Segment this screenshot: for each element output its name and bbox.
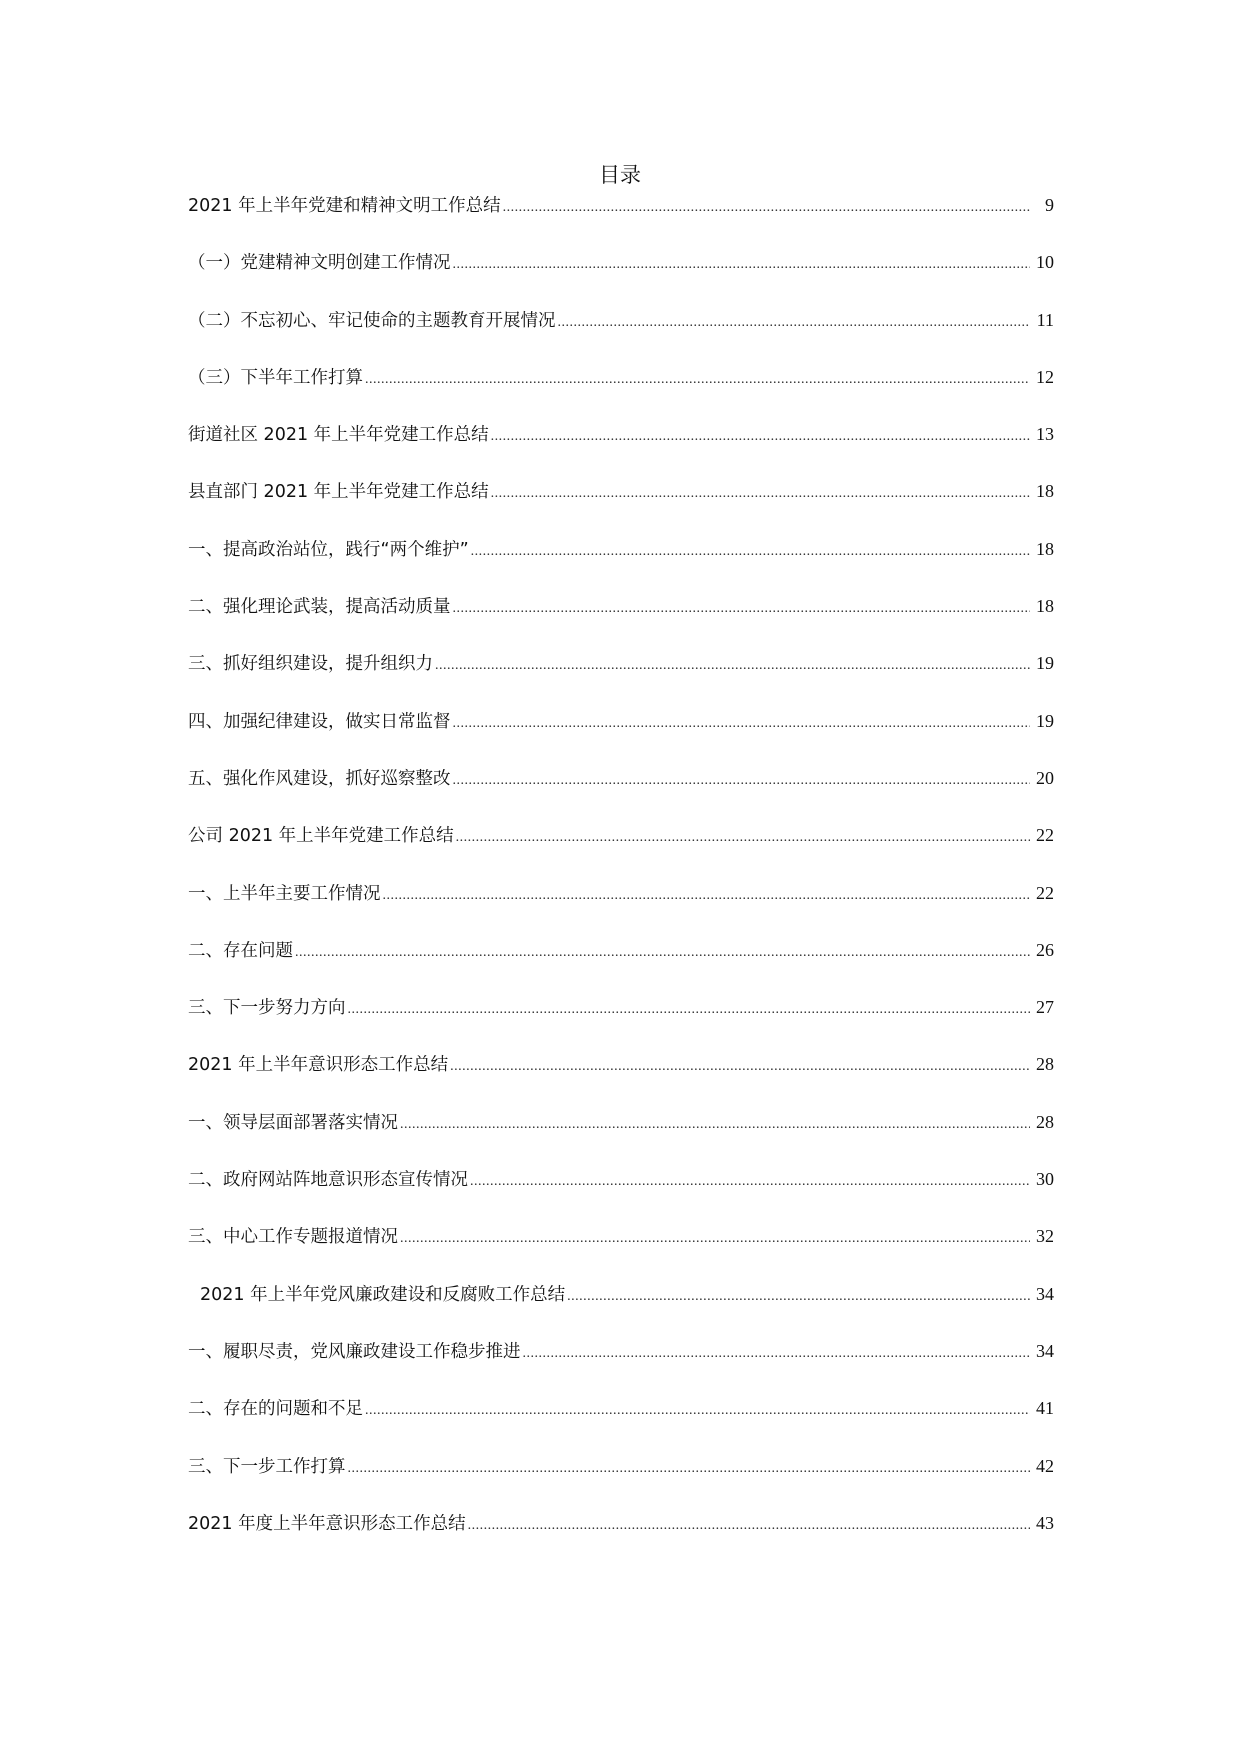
toc-dot-leader [558,308,1031,338]
toc-entry-label: 2021 年上半年党建和精神文明工作总结 [188,196,501,216]
toc-entry-page: 18 [1036,538,1054,559]
toc-entry[interactable] [188,1107,1054,1164]
toc-entry-label: 二、强化理论武装，提高活动质量 [188,597,451,618]
toc-entry-page: 19 [1036,653,1054,674]
toc-entry-page: 43 [1036,1512,1054,1533]
toc-entry[interactable] [188,1164,1054,1221]
toc-dot-leader [400,1224,1030,1254]
toc-dot-leader [453,766,1031,796]
toc-dot-leader [383,881,1031,911]
toc-entry-page: 32 [1036,1226,1054,1247]
toc-entry[interactable] [188,1508,1054,1565]
toc-entry[interactable] [188,706,1054,763]
toc-entry-label: 2021 年上半年党风廉政建设和反腐败工作总结 [200,1284,566,1305]
toc-entry-label: 一、上半年主要工作情况 [188,883,381,904]
toc-dot-leader [453,709,1031,739]
toc-entry[interactable] [188,820,1054,877]
toc-entry-label: （二）不忘初心、牢记使命的主题教育开展情况 [188,310,556,331]
toc-entry[interactable] [188,935,1054,992]
toc-entry[interactable] [188,1393,1054,1450]
toc-entry-label: 三、下一步努力方向 [188,998,346,1019]
toc-dot-leader [348,995,1031,1025]
toc-entry-page: 11 [1036,309,1054,330]
toc-entry-page: 10 [1036,252,1054,273]
toc-list [188,190,1054,1565]
toc-entry[interactable] [188,1336,1054,1393]
toc-entry-label: 二、政府网站阵地意识形态宣传情况 [188,1170,468,1191]
toc-dot-leader [471,537,1030,567]
toc-entry-page: 30 [1036,1169,1054,1190]
toc-entry-page: 28 [1036,1054,1054,1075]
toc-entry-label: （三）下半年工作打算 [188,367,363,388]
toc-entry-page: 34 [1036,1283,1054,1304]
toc-entry-page: 19 [1036,710,1054,731]
toc-dot-leader [491,422,1030,452]
toc-dot-leader [453,250,1031,280]
toc-entry-page: 18 [1036,481,1054,502]
toc-dot-leader [523,1339,1031,1369]
toc-entry-label: 三、下一步工作打算 [188,1456,346,1477]
toc-entry-page: 22 [1036,825,1054,846]
toc-entry-label: 三、中心工作专题报道情况 [188,1227,398,1248]
toc-entry-label: 二、存在的问题和不足 [188,1399,363,1420]
toc-dot-leader [348,1454,1031,1484]
toc-entry[interactable] [188,305,1054,362]
toc-entry-page: 26 [1036,939,1054,960]
toc-entry[interactable] [188,1221,1054,1278]
toc-entry-page: 22 [1036,882,1054,903]
toc-entry-page: 12 [1036,366,1054,387]
toc-dot-leader [365,365,1030,395]
toc-entry-page: 34 [1036,1340,1054,1361]
toc-dot-leader [400,1110,1030,1140]
toc-entry[interactable] [188,419,1054,476]
toc-entry[interactable] [188,763,1054,820]
toc-entry-label: 2021 年度上半年意识形态工作总结 [188,1513,466,1534]
toc-entry-page: 9 [1045,195,1054,215]
toc-entry-page: 28 [1036,1111,1054,1132]
toc-entry[interactable] [188,247,1054,304]
toc-entry[interactable] [188,476,1054,533]
toc-dot-leader [435,651,1030,681]
toc-dot-leader [365,1396,1030,1426]
toc-entry-page: 18 [1036,596,1054,617]
toc-entry-page: 42 [1036,1455,1054,1476]
toc-entry-page: 20 [1036,767,1054,788]
toc-entry-label: 四、加强纪律建设，做实日常监督 [188,711,451,732]
toc-entry-label: 二、存在问题 [188,940,293,961]
toc-dot-leader [567,1282,1030,1312]
toc-dot-leader [468,1511,1030,1541]
toc-dot-leader [450,1052,1030,1082]
toc-entry[interactable] [188,878,1054,935]
toc-entry-page: 13 [1036,424,1054,445]
toc-entry[interactable] [188,1049,1054,1106]
toc-dot-leader [503,193,1030,223]
toc-entry[interactable] [188,1451,1054,1508]
toc-entry-label: 三、抓好组织建设，提升组织力 [188,654,433,675]
toc-entry[interactable] [188,534,1054,591]
toc-title: 目录 [599,163,641,187]
toc-entry-label: 县直部门 2021 年上半年党建工作总结 [188,482,489,503]
toc-dot-leader [456,823,1030,853]
toc-entry-label: （一）党建精神文明创建工作情况 [188,253,451,274]
toc-entry-label: 一、提高政治站位，践行“两个维护” [188,539,469,560]
toc-dot-leader [470,1167,1030,1197]
toc-dot-leader [295,938,1030,968]
toc-entry-label: 公司 2021 年上半年党建工作总结 [188,826,454,847]
toc-entry[interactable] [188,648,1054,705]
toc-entry[interactable] [188,190,1054,247]
toc-entry[interactable] [188,591,1054,648]
toc-entry-label: 一、履职尽责，党风廉政建设工作稳步推进 [188,1341,521,1362]
toc-dot-leader [453,594,1031,624]
toc-entry[interactable] [188,992,1054,1049]
toc-entry-label: 一、领导层面部署落实情况 [188,1112,398,1133]
toc-dot-leader [491,479,1030,509]
toc-entry-page: 41 [1036,1398,1054,1419]
toc-entry[interactable] [188,1279,1054,1336]
toc-entry-label: 五、强化作风建设，抓好巡察整改 [188,768,451,789]
toc-entry[interactable] [188,362,1054,419]
toc-entry-page: 27 [1036,997,1054,1018]
toc-entry-label: 2021 年上半年意识形态工作总结 [188,1055,449,1076]
toc-entry-label: 街道社区 2021 年上半年党建工作总结 [188,425,489,446]
